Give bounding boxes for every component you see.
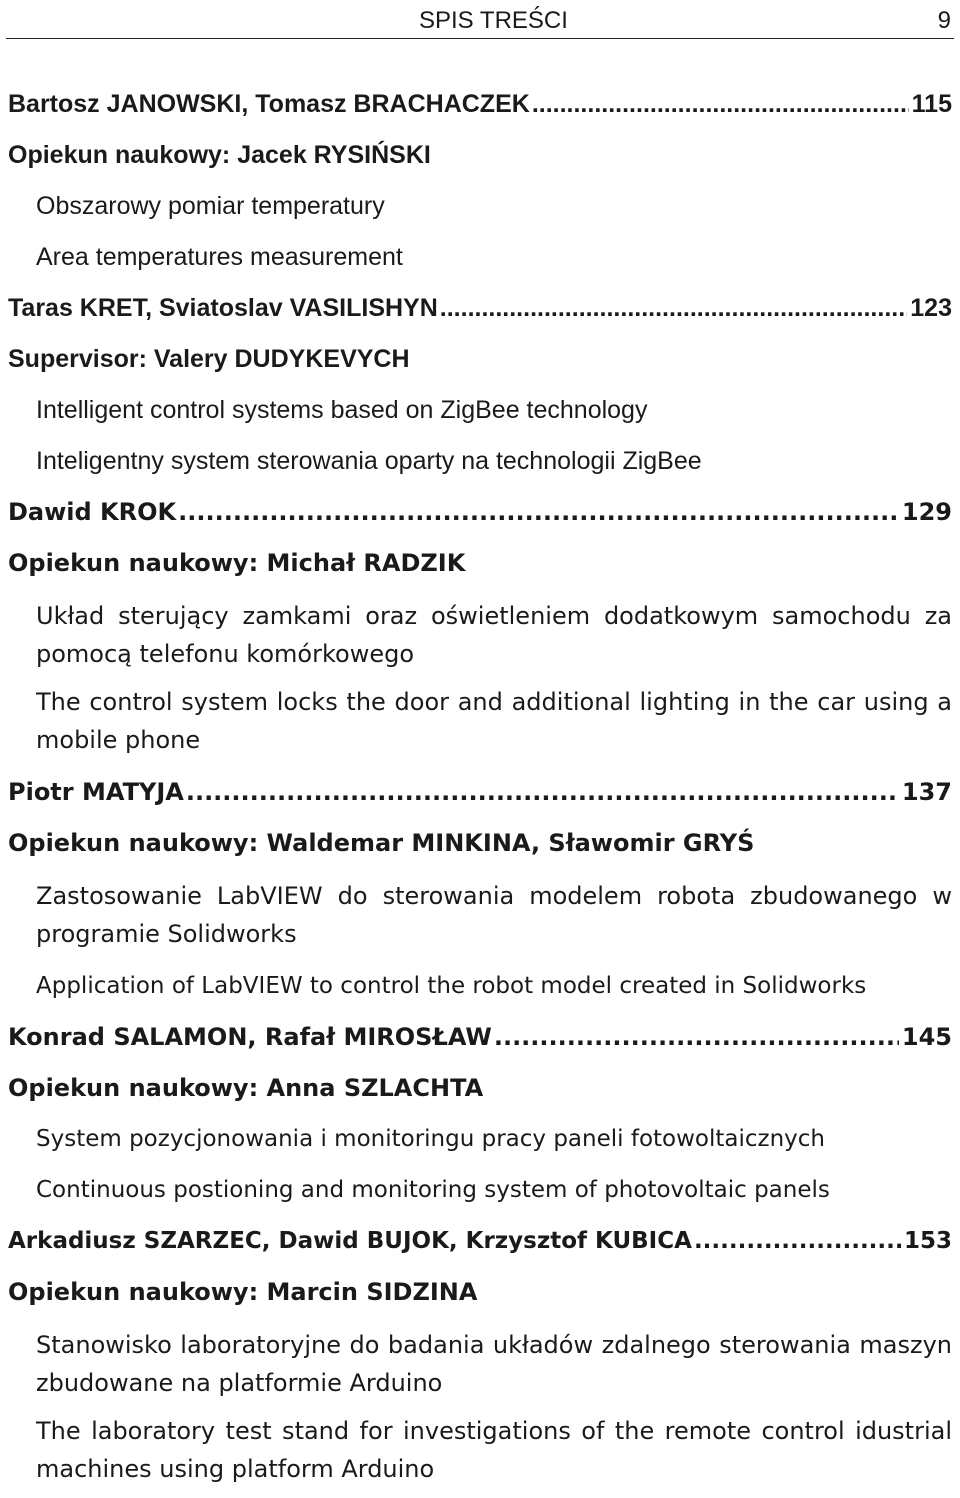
entry-page: 153 xyxy=(903,1228,952,1254)
dot-leader xyxy=(178,489,899,535)
entry-page: 115 xyxy=(911,90,952,118)
entry-title-en: Application of LabVIEW to control the robot model created in Solidworks xyxy=(36,973,867,999)
toc-entry-line[interactable] xyxy=(8,1218,952,1269)
entry-title-en: The laboratory test stand for investigations of the remote control idustrial machines using platform Arduino xyxy=(36,1417,952,1483)
entry-supervisor: Supervisor: Valery DUDYKEVYCH xyxy=(8,345,410,373)
running-header xyxy=(6,0,954,39)
page-number: 9 xyxy=(937,7,951,34)
dot-leader xyxy=(440,285,908,331)
entry-title-pl: System pozycjonowania i monitoringu pracy paneli fotowoltaicznych xyxy=(36,1126,826,1152)
toc-entry-line[interactable] xyxy=(8,489,952,540)
toc-entry xyxy=(8,81,952,285)
entry-supervisor: Opiekun naukowy: Michał RADZIK xyxy=(8,549,466,577)
dot-leader xyxy=(186,769,899,815)
dot-leader xyxy=(694,1218,901,1264)
toc-entry-line[interactable] xyxy=(8,285,952,336)
entry-supervisor: Opiekun naukowy: Jacek RYSIŃSKI xyxy=(8,141,431,169)
entry-title-en: Continuous postioning and monitoring system of photovoltaic panels xyxy=(36,1177,830,1203)
toc-entry xyxy=(8,489,952,759)
entry-page: 137 xyxy=(901,778,952,806)
toc-entry-line[interactable] xyxy=(8,81,952,132)
toc-entry-line[interactable] xyxy=(8,1014,952,1065)
dot-leader xyxy=(532,81,909,127)
entry-title-pl: Obszarowy pomiar temperatury xyxy=(36,192,385,220)
entry-supervisor: Opiekun naukowy: Anna SZLACHTA xyxy=(8,1074,484,1102)
toc-entry xyxy=(8,1218,952,1488)
toc-entry xyxy=(8,1014,952,1218)
entry-supervisor: Opiekun naukowy: Waldemar MINKINA, Sławomir GRYŚ xyxy=(8,829,755,857)
entry-page: 145 xyxy=(901,1023,952,1051)
entry-title-en: Area temperatures measurement xyxy=(36,243,403,271)
entry-title-pl: Układ sterujący zamkami oraz oświetleniem dodatkowym samochodu za pomocą telefonu komórkowego xyxy=(36,602,952,668)
entry-title-en: Intelligent control systems based on ZigBee technology xyxy=(36,396,648,424)
dot-leader xyxy=(494,1014,899,1060)
entry-page: 123 xyxy=(910,294,952,322)
entry-supervisor: Opiekun naukowy: Marcin SIDZINA xyxy=(8,1278,478,1306)
entry-title-pl: Stanowisko laboratoryjne do badania układów zdalnego sterowania maszyn zbudowane na platformie Arduino xyxy=(36,1331,952,1397)
entry-authors: Taras KRET, Sviatoslav VASILISHYN xyxy=(8,294,438,322)
entry-authors: Konrad SALAMON, Rafał MIROSŁAW xyxy=(8,1023,492,1051)
entry-title-pl: Zastosowanie LabVIEW do sterowania modelem robota zbudowanego w programie Solidworks xyxy=(36,882,952,948)
table-of-contents xyxy=(8,81,952,1498)
header-title: SPIS TREŚCI xyxy=(419,7,568,34)
entry-authors: Bartosz JANOWSKI, Tomasz BRACHACZEK xyxy=(8,90,530,118)
entry-authors: Dawid KROK xyxy=(8,498,177,526)
entry-title-pl: Inteligentny system sterowania oparty na technologii ZigBee xyxy=(36,447,702,475)
entry-title-en: The control system locks the door and additional lighting in the car using a mobile phone xyxy=(36,688,952,754)
toc-entry xyxy=(8,285,952,489)
entry-page: 129 xyxy=(901,498,952,526)
toc-entry xyxy=(8,769,952,1014)
toc-entry-line[interactable] xyxy=(8,769,952,820)
entry-authors: Piotr MATYJA xyxy=(8,778,184,806)
entry-authors: Arkadiusz SZARZEC, Dawid BUJOK, Krzysztof KUBICA xyxy=(8,1228,692,1254)
